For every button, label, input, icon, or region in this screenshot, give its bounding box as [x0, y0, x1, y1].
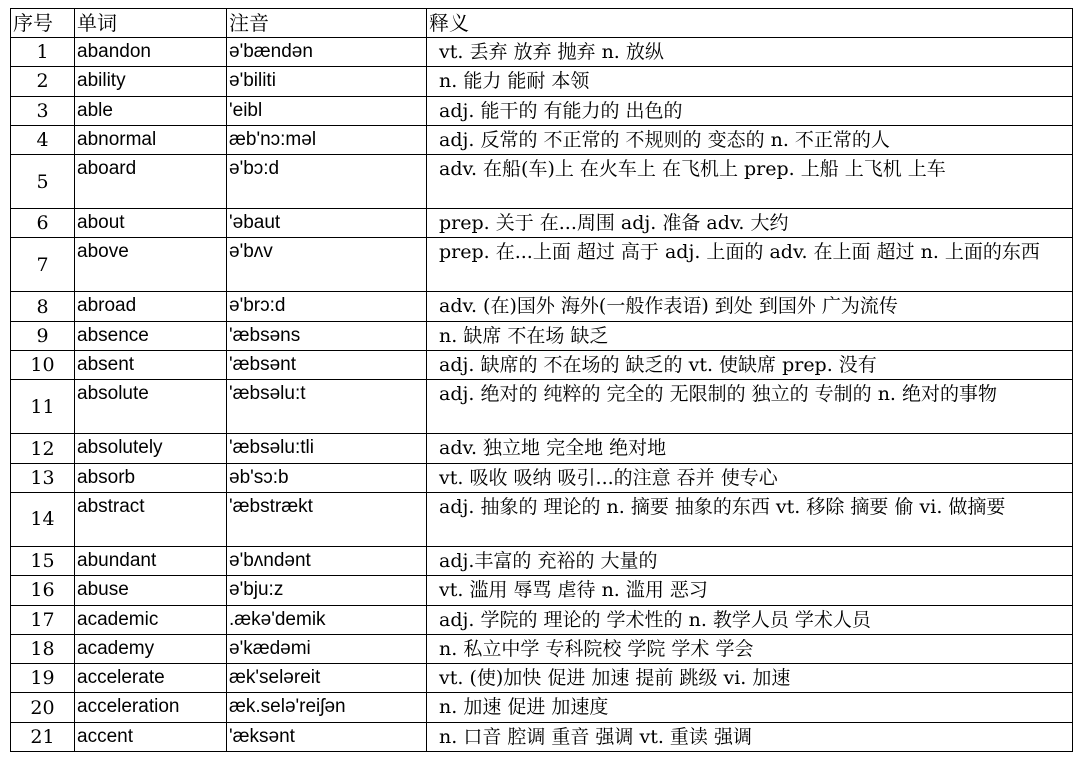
table-row — [11, 38, 1073, 67]
table-row — [11, 125, 1073, 154]
row-phonetic: ə'bɔ:d — [227, 155, 427, 209]
row-number: 17 — [11, 605, 75, 634]
row-number: 19 — [11, 664, 75, 693]
header-row — [11, 9, 1073, 38]
row-definition: vt. 吸收 吸纳 吸引...的注意 吞并 使专心 — [427, 463, 1073, 492]
table-row — [11, 351, 1073, 380]
table-row — [11, 434, 1073, 463]
table-row — [11, 321, 1073, 350]
table-row — [11, 96, 1073, 125]
row-definition: n. 私立中学 专科院校 学院 学术 学会 — [427, 634, 1073, 663]
table-row — [11, 238, 1073, 292]
row-word: ability — [75, 67, 227, 96]
row-word: absence — [75, 321, 227, 350]
row-definition: n. 口音 腔调 重音 强调 vt. 重读 强调 — [427, 722, 1073, 751]
row-number: 6 — [11, 209, 75, 238]
table-row — [11, 380, 1073, 434]
header-phonetic: 注音 — [227, 9, 427, 38]
row-phonetic: æk'seləreit — [227, 664, 427, 693]
row-definition: adj. 学院的 理论的 学术性的 n. 教学人员 学术人员 — [427, 605, 1073, 634]
row-phonetic: ə'brɔ:d — [227, 292, 427, 321]
row-phonetic: ə'bʌndənt — [227, 546, 427, 575]
row-word: aboard — [75, 155, 227, 209]
row-word: absolutely — [75, 434, 227, 463]
row-phonetic: ə'bændən — [227, 38, 427, 67]
row-phonetic: æk.selə'reiʃən — [227, 693, 427, 722]
table-row — [11, 605, 1073, 634]
header-word: 单词 — [75, 9, 227, 38]
row-word: academic — [75, 605, 227, 634]
row-number: 20 — [11, 693, 75, 722]
table-row — [11, 664, 1073, 693]
row-word: abnormal — [75, 125, 227, 154]
table-row — [11, 292, 1073, 321]
row-number: 18 — [11, 634, 75, 663]
row-number: 1 — [11, 38, 75, 67]
row-phonetic: 'æksənt — [227, 722, 427, 751]
table-row — [11, 463, 1073, 492]
row-definition: adj. 缺席的 不在场的 缺乏的 vt. 使缺席 prep. 没有 — [427, 351, 1073, 380]
table-row — [11, 634, 1073, 663]
row-word: able — [75, 96, 227, 125]
row-word: abundant — [75, 546, 227, 575]
row-word: absent — [75, 351, 227, 380]
row-word: accent — [75, 722, 227, 751]
row-word: absolute — [75, 380, 227, 434]
row-definition: vt. (使)加快 促进 加速 提前 跳级 vi. 加速 — [427, 664, 1073, 693]
table-row — [11, 155, 1073, 209]
row-number: 9 — [11, 321, 75, 350]
row-word: abstract — [75, 492, 227, 546]
row-definition: adj. 抽象的 理论的 n. 摘要 抽象的东西 vt. 移除 摘要 偷 vi. 做摘要 — [427, 492, 1073, 546]
row-number: 15 — [11, 546, 75, 575]
row-phonetic: 'æbstrækt — [227, 492, 427, 546]
row-number: 11 — [11, 380, 75, 434]
row-definition: prep. 在...上面 超过 高于 adj. 上面的 adv. 在上面 超过 n. 上面的东西 — [427, 238, 1073, 292]
row-definition: vt. 滥用 辱骂 虐待 n. 滥用 恶习 — [427, 576, 1073, 605]
row-phonetic: ə'kædəmi — [227, 634, 427, 663]
table-row — [11, 546, 1073, 575]
row-phonetic: æb'nɔ:məl — [227, 125, 427, 154]
vocabulary-table — [10, 8, 1073, 752]
table-row — [11, 67, 1073, 96]
row-number: 2 — [11, 67, 75, 96]
row-number: 21 — [11, 722, 75, 751]
row-phonetic: 'æbsəlu:tli — [227, 434, 427, 463]
row-definition: n. 缺席 不在场 缺乏 — [427, 321, 1073, 350]
row-number: 12 — [11, 434, 75, 463]
row-phonetic: ə'bʌv — [227, 238, 427, 292]
row-word: abandon — [75, 38, 227, 67]
row-number: 8 — [11, 292, 75, 321]
row-word: academy — [75, 634, 227, 663]
table-row — [11, 492, 1073, 546]
row-number: 16 — [11, 576, 75, 605]
row-word: abroad — [75, 292, 227, 321]
row-word: accelerate — [75, 664, 227, 693]
row-number: 5 — [11, 155, 75, 209]
row-word: abuse — [75, 576, 227, 605]
row-number: 4 — [11, 125, 75, 154]
row-phonetic: ə'bju:z — [227, 576, 427, 605]
row-phonetic: 'æbsəlu:t — [227, 380, 427, 434]
row-word: above — [75, 238, 227, 292]
vocabulary-sheet — [10, 8, 1072, 752]
row-number: 13 — [11, 463, 75, 492]
table-row — [11, 693, 1073, 722]
row-definition: adj. 反常的 不正常的 不规则的 变态的 n. 不正常的人 — [427, 125, 1073, 154]
row-definition: adv. 在船(车)上 在火车上 在飞机上 prep. 上船 上飞机 上车 — [427, 155, 1073, 209]
row-phonetic: .ækə'demik — [227, 605, 427, 634]
row-definition: adv. 独立地 完全地 绝对地 — [427, 434, 1073, 463]
row-definition: adj. 绝对的 纯粹的 完全的 无限制的 独立的 专制的 n. 绝对的事物 — [427, 380, 1073, 434]
row-definition: n. 加速 促进 加速度 — [427, 693, 1073, 722]
row-definition: vt. 丢弃 放弃 抛弃 n. 放纵 — [427, 38, 1073, 67]
row-word: absorb — [75, 463, 227, 492]
row-number: 7 — [11, 238, 75, 292]
table-row — [11, 209, 1073, 238]
row-phonetic: 'æbsənt — [227, 351, 427, 380]
row-definition: adv. (在)国外 海外(一般作表语) 到处 到国外 广为流传 — [427, 292, 1073, 321]
row-phonetic: 'æbsəns — [227, 321, 427, 350]
row-word: acceleration — [75, 693, 227, 722]
header-definition: 释义 — [427, 9, 1073, 38]
row-word: about — [75, 209, 227, 238]
table-row — [11, 576, 1073, 605]
row-phonetic: ə'biliti — [227, 67, 427, 96]
row-definition: n. 能力 能耐 本领 — [427, 67, 1073, 96]
row-definition: prep. 关于 在...周围 adj. 准备 adv. 大约 — [427, 209, 1073, 238]
row-phonetic: 'əbaut — [227, 209, 427, 238]
row-definition: adj. 能干的 有能力的 出色的 — [427, 96, 1073, 125]
row-definition: adj.丰富的 充裕的 大量的 — [427, 546, 1073, 575]
row-number: 14 — [11, 492, 75, 546]
row-number: 10 — [11, 351, 75, 380]
row-phonetic: əb'sɔ:b — [227, 463, 427, 492]
table-row — [11, 722, 1073, 751]
row-number: 3 — [11, 96, 75, 125]
header-number: 序号 — [11, 9, 75, 38]
row-phonetic: 'eibl — [227, 96, 427, 125]
